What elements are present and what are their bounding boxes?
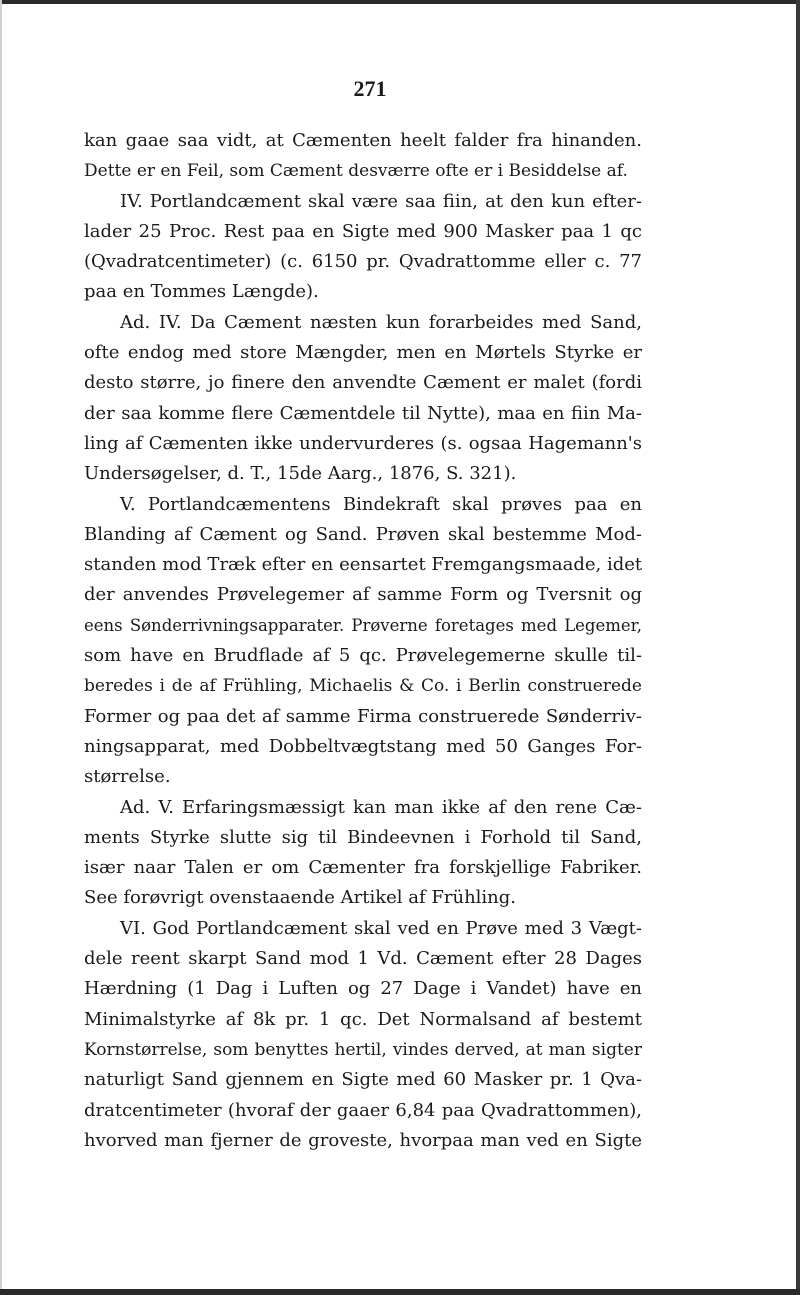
text-line: Former og paa det af samme Firma construerede Sønderriv- [84,705,642,727]
text-line: Hærdning (1 Dag i Luften og 27 Dage i Vandet) have en [84,978,642,1000]
text-line: ling af Cæmenten ikke undervurderes (s. ogsaa Hagemann's [84,432,642,454]
text-line: Blanding af Cæment og Sand. Prøven skal bestemme Mod- [84,523,642,545]
text-line: som have en Brudflade af 5 qc. Prøvelegemerne skulle til- [84,645,642,667]
scan-edge-left [0,0,2,1295]
text-line: beredes i de af Frühling, Michaelis & Co. i Berlin construerede [84,676,642,697]
text-line: Minimalstyrke af 8k pr. 1 qc. Det Normalsand af bestemt [84,1008,642,1030]
scan-edge-bottom [0,1289,800,1295]
text-line: hvorved man fjerner de groveste, hvorpaa man ved en Sigte [84,1129,642,1151]
text-line: Kornstørrelse, som benyttes hertil, vindes derved, at man sigter [84,1039,642,1060]
text-line: (Qvadratcentimeter) (c. 6150 pr. Qvadrattomme eller c. 77 [84,251,642,273]
text-line: IV. Portlandcæment skal være saa fiin, at den kun efter- [120,190,642,212]
text-line: Undersøgelser, d. T., 15de Aarg., 1876, S. 321). [84,463,517,485]
text-line: Ad. V. Erfaringsmæssigt kan man ikke af den rene Cæ- [120,796,642,818]
text-line: ningsapparat, med Dobbeltvægtstang med 50 Ganges For- [84,735,642,757]
text-line: Ad. IV. Da Cæment næsten kun forarbeides med Sand, [120,311,642,333]
text-line: lader 25 Proc. Rest paa en Sigte med 900 Masker paa 1 qc [84,220,642,242]
text-line: dratcentimeter (hvoraf der gaaer 6,84 paa Qvadrattommen), [84,1099,642,1121]
text-line: der anvendes Prøvelegemer af samme Form og Tversnit og [84,584,642,606]
text-line: især naar Talen er om Cæmenter fra forskjellige Fabriker. [84,857,642,879]
text-line: ments Styrke slutte sig til Bindeevnen i Forhold til Sand, [84,826,642,848]
text-line: See forøvrigt ovenstaaende Artikel af Frühling. [84,887,517,909]
scan-edge-top [0,0,800,4]
scan-edge-right [796,0,800,1295]
text-line: kan gaae saa vidt, at Cæmenten heelt falder fra hinanden. [84,130,642,151]
text-line: dele reent skarpt Sand mod 1 Vd. Cæment efter 28 Dages [84,948,642,970]
text-line: eens Sønderrivningsapparater. Prøverne foretages med Legemer, [84,615,642,635]
text-line: ofte endog med store Mængder, men en Mørtels Styrke er [84,342,642,364]
text-line: naturligt Sand gjennem en Sigte med 60 Masker pr. 1 Qva- [84,1069,642,1091]
text-line: der saa komme flere Cæmentdele til Nytte), maa en fiin Ma- [84,402,642,424]
body-text [84,126,642,1156]
text-line: V. Portlandcæmentens Bindekraft skal prøves paa en [120,493,642,515]
text-line: standen mod Træk efter en eensartet Fremgangsmaade, idet [84,554,642,576]
text-line: VI. God Portlandcæment skal ved en Prøve med 3 Vægt- [120,917,642,939]
text-line: Dette er en Feil, som Cæment desværre ofte er i Besiddelse af. [84,161,628,182]
text-line: paa en Tommes Længde). [84,281,319,303]
text-line: desto større, jo finere den anvendte Cæment er malet (fordi [84,372,642,394]
page-number: 271 [353,76,387,101]
text-line: størrelse. [84,766,171,788]
